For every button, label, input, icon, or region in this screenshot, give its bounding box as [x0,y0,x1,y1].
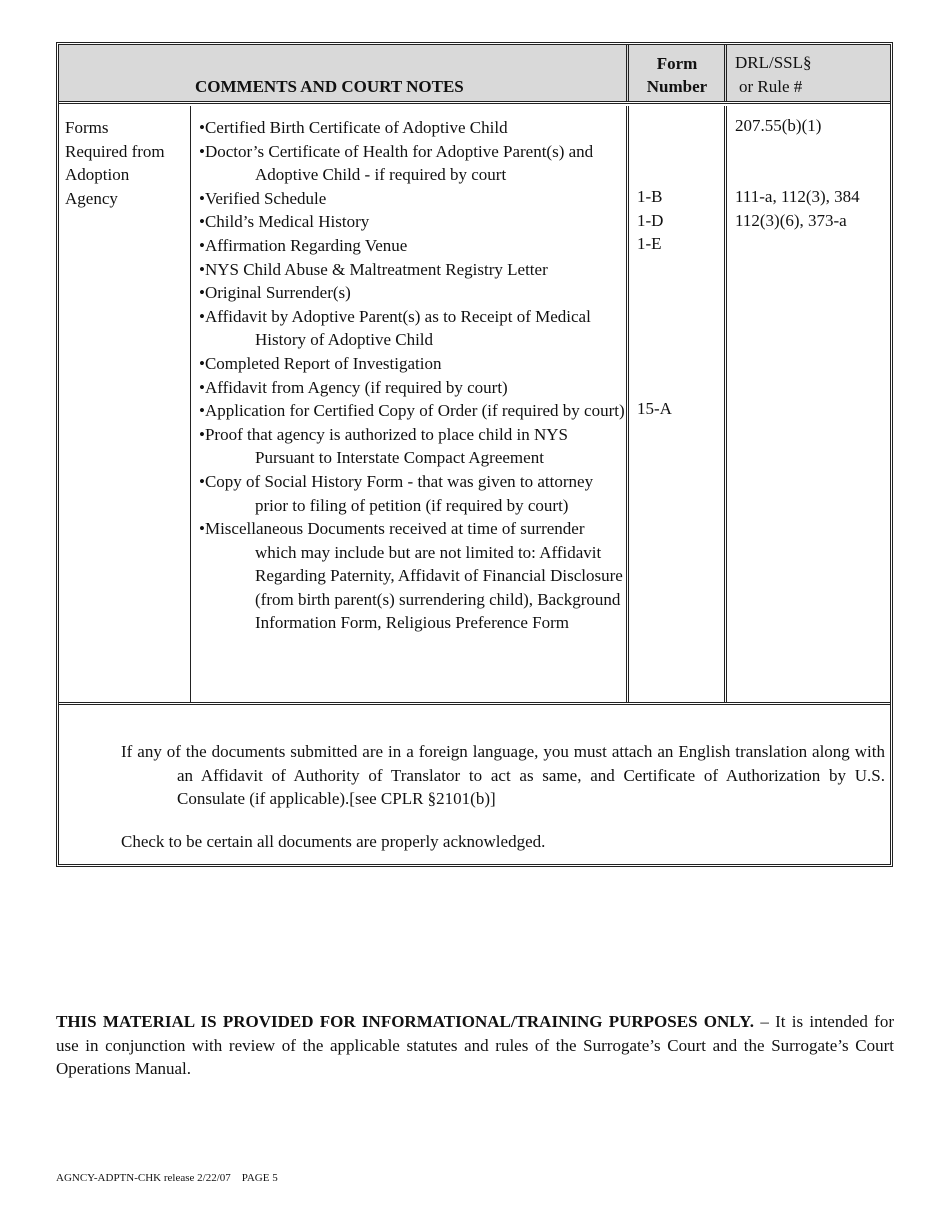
header-form-cell [629,45,727,101]
form-number-certified-copy: 15-A [637,399,672,418]
drl-ref-verified-schedule: 111-a, 112(3), 384 [735,187,860,206]
list-item: •Doctor’s Certificate of Health for Adoptive Parent(s) and Adoptive Child - if required by court [199,141,594,185]
list-item: •Copy of Social History Form - that was given to attorney prior to filing of petition (if required by court) [199,471,594,515]
header-comments-cell [59,45,629,101]
list-item: •Completed Report of Investigation [199,353,442,373]
form-number-venue: 1-E [637,234,662,253]
header-form-line1: Form [656,54,698,73]
category-cell [59,106,191,702]
category-line: Agency [65,188,118,208]
list-item: •Child’s Medical History [199,212,370,232]
list-item: •Affidavit from Agency (if required by court) [199,377,508,397]
documents-list [199,116,625,635]
form-number-medical-history: 1-D [637,211,664,230]
disclaimer-bold: THIS MATERIAL IS PROVIDED FOR INFORMATIONAL/TRAINING PURPOSES ONLY. [56,1012,755,1031]
disclaimer [56,1010,894,1081]
drl-ref-birth-certificate: 207.55(b)(1) [735,116,822,135]
list-item: •Original Surrender(s) [199,283,351,303]
header-comments-title: COMMENTS AND COURT NOTES [195,77,464,96]
list-item: •Certified Birth Certificate of Adoptive Child [199,118,508,137]
drl-rule-cell [727,106,890,702]
header-drl-line2: or Rule # [739,77,803,96]
header-drl-line1: DRL/SSL§ [735,53,812,72]
header-divider [59,101,890,104]
page-footer: AGNCY-ADPTN-CHK release 2/22/07 PAGE 5 [56,1172,278,1184]
category-line: Required from [65,141,165,161]
table-header [59,45,890,101]
disclaimer-text: – It is intended for use in conjunction with review of the applicable statutes and rules of the Surrogate’s Court and the Surrogate’s Court Operations Manual. [56,1012,894,1079]
category-line: Forms [65,118,109,137]
foreign-language-note: If any of the documents submitted are in a foreign language, you must attach an English translation along with an Affidavit of Authority of Translator to act as same, and Certificate of Authorization by U.S. Consulate (if applicable).[see CPLR §2101(b)] [121,742,885,809]
acknowledgement-note: Check to be certain all documents are properly acknowledged. [121,832,546,851]
header-form-line2: Number [646,77,708,96]
table-row [59,106,890,702]
list-item: •Affidavit by Adoptive Parent(s) as to Receipt of Medical History of Adoptive Child [199,306,591,350]
list-item: •NYS Child Abuse & Maltreatment Registry Letter [199,259,548,279]
documents-cell [191,106,629,702]
header-drl-cell [727,45,890,101]
category-line: Adoption [65,165,130,185]
checklist-table [56,42,893,867]
form-number-cell [629,106,727,702]
list-item: •Verified Schedule [199,188,327,208]
form-number-verified-schedule: 1-B [637,187,663,206]
drl-ref-medical-history: 112(3)(6), 373-a [735,211,847,230]
list-item: •Application for Certified Copy of Order (if required by court) [199,401,625,421]
row-divider [59,702,890,705]
list-item: •Affirmation Regarding Venue [199,235,408,255]
list-item: •Miscellaneous Documents received at time of surrender which may include but are not limited to: Affidavit Regarding Paternity, Affidavit of Financial Disclosure (from birth parent(s) surrendering child), Background Information Form, Religious Preference Form [199,519,623,633]
list-item: •Proof that agency is authorized to place child in NYS Pursuant to Interstate Compact Agreement [199,424,568,468]
note-box [59,706,890,864]
